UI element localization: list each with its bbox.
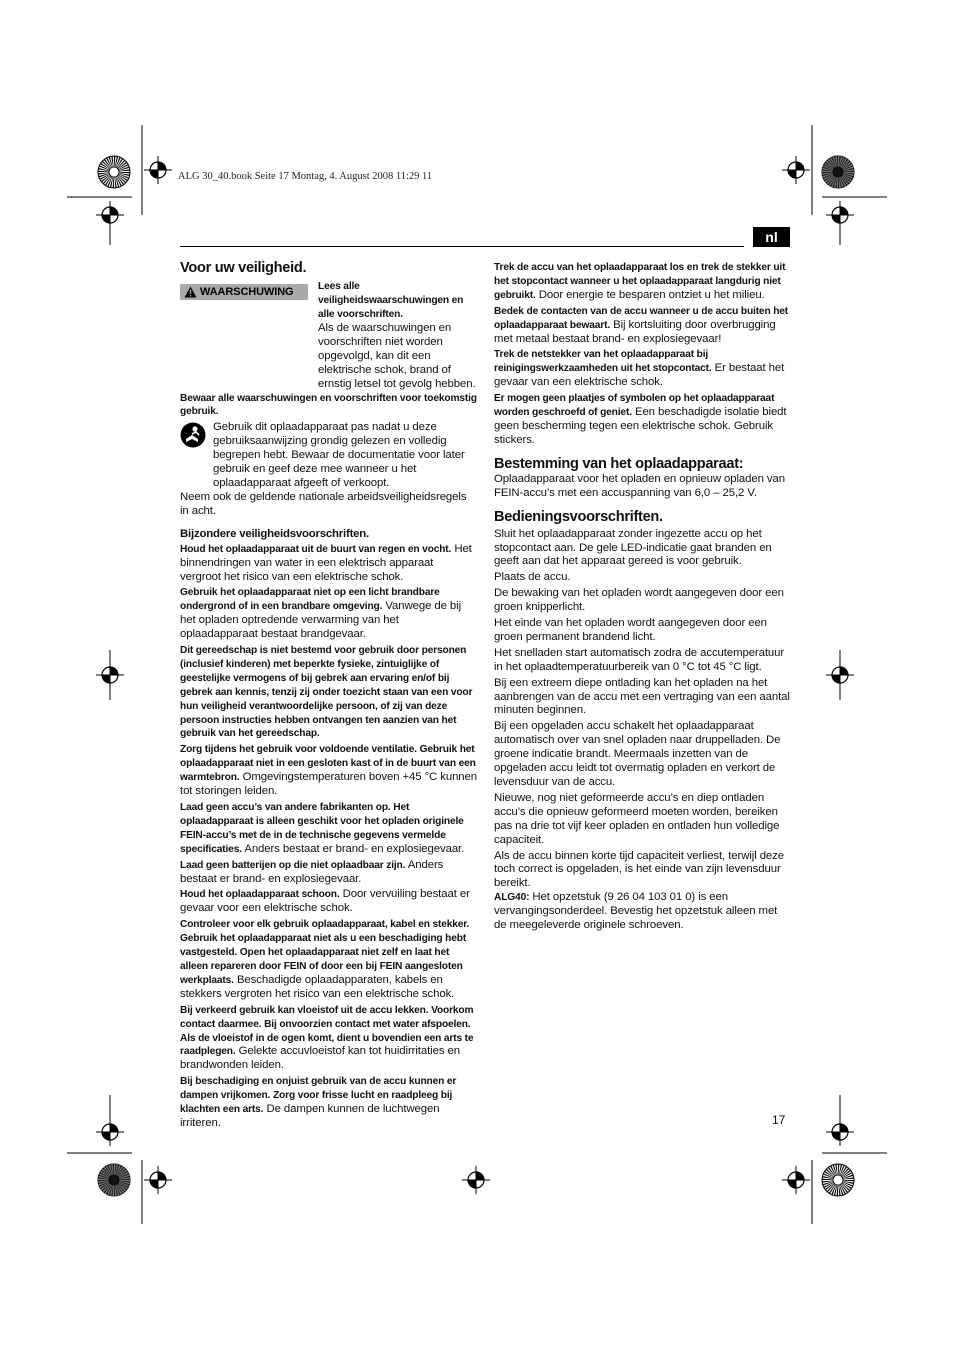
- radial-target-icon: [98, 1164, 130, 1196]
- left-safety-items: [180, 543, 477, 1131]
- safety-item: [180, 586, 477, 642]
- registration-crosshair-icon: [782, 1166, 810, 1194]
- radial-target-icon: [98, 156, 130, 188]
- right-safety-items: [494, 261, 791, 448]
- safety-item-bold: Trek de accu van het oplaadapparaat los en trek de stekker uit het stopcontact wanneer u het oplaadapparaat langdurig niet gebruikt.: [494, 262, 786, 301]
- safety-item: [180, 543, 477, 585]
- safety-item-text: Een beschadigde isolatie biedt geen bescherming tegen een elektrische schok. Gebruik stickers.: [494, 406, 787, 446]
- safety-item: [180, 1075, 477, 1131]
- operation-paragraph: Sluit het oplaadapparaat zonder ingezette accu op het stopcontact aan. De gele LED-indicatie gaat branden en geeft aan dat het apparaat gereed is voor gebruik.: [494, 527, 772, 568]
- subsection-title: Bijzondere veiligheidsvoorschriften.: [180, 527, 370, 540]
- safety-item-text: Omgevingstemperaturen boven +45 °C kunnen tot storingen leiden.: [180, 771, 478, 798]
- safety-item: [494, 305, 791, 347]
- print-header: ALG 30_40.book Seite 17 Montag, 4. August 2008 11:29 11: [178, 171, 433, 182]
- safety-item-bold: Er mogen geen plaatjes of symbolen op het oplaadapparaat worden geschroefd of geniet.: [494, 393, 775, 419]
- safety-item: [494, 348, 791, 390]
- safety-item: [180, 644, 477, 741]
- registration-crosshair-icon: [782, 156, 810, 184]
- warning-heading: Lees alle veiligheidswaarschuwingen en alle voorschriften.: [318, 281, 464, 320]
- read-manual-icon: [180, 422, 206, 448]
- safety-item-text: Gelekte accuvloeistof kan tot huidirritaties en brandwonden leiden.: [180, 1045, 460, 1072]
- safety-item-bold: Bij beschadiging en onjuist gebruik van de accu kunnen er dampen vrijkomen. Zorg voor frisse lucht en raadpleeg bij klachten een arts.: [180, 1076, 457, 1116]
- safety-item: [180, 743, 477, 799]
- safety-item-bold: Zorg tijdens het gebruik voor voldoende ventilatie. Gebruik het oplaadapparaat niet in een gesloten kast of in de buurt van een warmtebron.: [180, 744, 476, 784]
- registration-crosshair-icon: [96, 1118, 124, 1146]
- safety-item-text: De dampen kunnen de luchtwegen irriteren.: [180, 1103, 440, 1129]
- operation-paragraph: Bij een opgeladen accu schakelt het oplaadapparaat automatisch over van snel opladen naar druppelladen. De groene indicatie brandt. Meermaals inzetten van de opgeladen accu leidt tot overmatig opladen en verkort de levensduur van de accu.: [494, 720, 781, 788]
- language-tab: nl: [753, 227, 790, 247]
- safety-item-text: Anders bestaat er brand- en explosiegevaar.: [180, 858, 444, 885]
- page-number: 17: [772, 1113, 786, 1127]
- safety-item: [180, 888, 477, 916]
- section-title-intended-use: Bestemming van het oplaadapparaat:: [494, 455, 744, 472]
- safety-item: [494, 261, 791, 303]
- header-rule: [180, 246, 744, 247]
- operation-paragraph: De bewaking van het opladen wordt aangegeven door een groen knipperlicht.: [494, 587, 784, 614]
- manual-block: [180, 421, 477, 491]
- operation-paragraph: Plaats de accu.: [494, 571, 571, 584]
- intended-use-text: Oplaadapparaat voor het opladen en opnieuw opladen van FEIN-accu’s met een accuspanning van 6,0 – 25,2 V.: [494, 472, 785, 499]
- safety-item-bold: Bedek de contacten van de accu wanneer u de accu buiten het oplaadapparaat bewaart.: [494, 305, 789, 331]
- registration-crosshair-icon: [826, 1118, 854, 1146]
- right-column: [494, 259, 791, 933]
- registration-crosshair-icon: [96, 201, 124, 229]
- safety-item-bold: Controleer voor elk gebruik oplaadapparaat, kabel en stekker. Gebruik het oplaadapparaat niet als u een beschadiging hebt vastgesteld. Open het oplaadapparaat niet zelf en laat het alleen repareren door FEIN of door een bij FEIN aangesloten werkplaats.: [180, 919, 470, 986]
- safety-item-text: Het binnendringen van water in een elektrisch apparaat vergroot het risico van een elektrische schok.: [180, 542, 472, 583]
- warning-block: [180, 280, 477, 334]
- safety-item-bold: Gebruik het oplaadapparaat niet op een licht brandbare ondergrond of in een brandbare omgeving.: [180, 587, 440, 613]
- registration-crosshair-icon: [826, 201, 854, 229]
- operation-paragraph: Als de accu binnen korte tijd capaciteit verliest, terwijl deze toch correct is opgeladen, is het einde van zijn levensduur bereikt.: [494, 849, 785, 890]
- safety-item-bold: Laad geen batterijen op die niet oplaadbaar zijn.: [180, 859, 406, 871]
- safety-item-bold: Houd het oplaadapparaat uit de buurt van regen en vocht.: [180, 543, 452, 555]
- warning-text-body: Als de waarschuwingen en voorschriften niet worden opgevolgd, kan dit een elektrische schok, brand of ernstig letsel tot gevolg hebben.: [318, 322, 476, 390]
- operation-paragraph: Nieuwe, nog niet geformeerde accu’s en diep ontladen accu’s die opnieuw geformeerd moeten worden, bereiken pas na drie tot vijf keer opladen en ontladen hun volledige capaciteit.: [494, 791, 780, 846]
- section-title-operation: Bedieningsvoorschriften.: [494, 508, 663, 525]
- safety-item-text: Vanwege de bij het opladen optredende verwarming van het oplaadapparaat bestaat brandgevaar.: [180, 600, 462, 641]
- safety-item-text: Anders bestaat er brand- en explosiegevaar.: [244, 842, 465, 855]
- section-title-safety: Voor uw veiligheid.: [180, 260, 307, 276]
- warning-badge: [180, 284, 308, 300]
- warning-triangle-icon: [184, 286, 197, 298]
- safety-item-bold: Houd het oplaadapparaat schoon.: [180, 889, 340, 901]
- safety-item-text: Bij kortsluiting door overbrugging met metaal bestaat brand- en explosiegevaar!: [494, 318, 776, 345]
- left-column: [180, 259, 477, 1131]
- radial-target-icon: [822, 156, 854, 188]
- registration-crosshair-icon: [144, 1166, 172, 1194]
- national-regulations: Neem ook de geldende nationale arbeidsveiligheidsregels in acht.: [180, 490, 467, 517]
- operation-paragraph: Het einde van het opladen wordt aangegeven door een groen permanent brandend licht.: [494, 617, 767, 643]
- manual-text: Gebruik dit oplaadapparaat pas nadat u deze gebruiksaanwijzing grondig gelezen en volledig begrepen hebt. Bewaar de documentatie voor later gebruik en geef deze mee wanneer u het oplaadapparaat afgeeft of verkoopt.: [213, 421, 465, 489]
- operation-paragraph: Bij een extreem diepe ontlading kan het opladen na het aanbrengen van de accu met een vertraging van een aantal minuten beginnen.: [494, 676, 790, 717]
- alg40-text: Het opzetstuk (9 26 04 103 01 0) is een vervangingsonderdeel. Bevestig het opzetstuk alleen met de meegeleverde originele schroeven.: [494, 891, 778, 932]
- safety-item: [180, 801, 477, 857]
- operation-paragraph: Het snelladen start automatisch zodra de accutemperatuur in het oplaadtemperatuurbereik van 0 °C tot 45 °C ligt.: [494, 646, 785, 673]
- safety-item-text: Door vervuiling bestaat er gevaar voor een elektrische schok.: [180, 888, 470, 915]
- safety-item: [494, 392, 791, 448]
- operation-paragraphs: [494, 528, 791, 892]
- safety-item-bold: Laad geen accu’s van andere fabrikanten op. Het oplaadapparaat is alleen geschikt voor het opladen originele FEIN-accu’s met de in de technische gegevens vermelde specificaties.: [180, 802, 464, 855]
- radial-target-icon: [822, 1164, 854, 1196]
- safety-item-text: Door energie te besparen ontziet u het milieu.: [538, 288, 765, 301]
- safety-item-bold: Dit gereedschap is niet bestemd voor gebruik door personen (inclusief kinderen) met beperkte fysieke, zintuiglijke of geestelijke vermogens of bij gebrek aan ervaring en/of bij gebrek aan kennis, tenzij zij onder toezicht staan van een voor hun veiligheid verantwoordelijke persoon, of zij van deze persoon instructies hebben ontvangen ten aanzien van het gebruik van het gereedschap.: [180, 645, 473, 740]
- safety-item: [180, 918, 477, 1001]
- registration-crosshair-icon: [144, 156, 172, 184]
- warning-label: WAARSCHUWING: [200, 286, 294, 298]
- safety-item: [180, 1004, 477, 1074]
- alg40-label: ALG40:: [494, 892, 530, 904]
- safety-item-bold: Trek de netstekker van het oplaadapparaat bij reinigingswerkzaamheden uit het stopcontact.: [494, 349, 712, 375]
- safety-item: [180, 859, 477, 887]
- registration-crosshair-icon: [826, 661, 854, 689]
- registration-crosshair-icon: [462, 1166, 490, 1194]
- keep-instructions: Bewaar alle waarschuwingen en voorschriften voor toekomstig gebruik.: [180, 392, 477, 418]
- safety-item-text: Beschadigde oplaadapparaten, kabels en stekkers vergroten het risico van een elektrische schok.: [180, 973, 455, 1000]
- registration-crosshair-icon: [96, 661, 124, 689]
- safety-item-text: Er bestaat het gevaar van een elektrische schok.: [494, 362, 785, 389]
- safety-item-bold: Bij verkeerd gebruik kan vloeistof uit de accu lekken. Voorkom contact daarmee. Bij onvoorzien contact met water afspoelen. Als de vloeistof in de ogen komt, dient u bovendien een arts te raadplegen.: [180, 1004, 474, 1058]
- alg40-note: [494, 891, 791, 933]
